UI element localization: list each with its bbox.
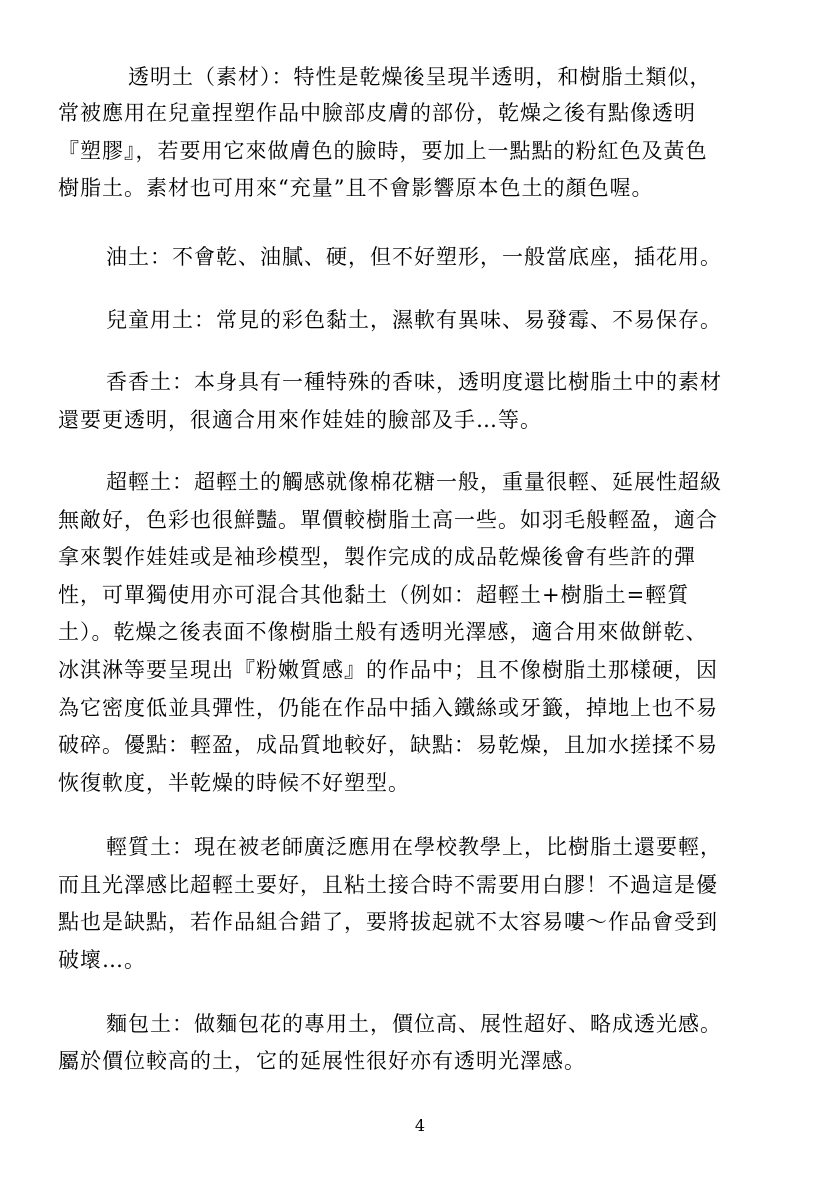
text-line: 香香土：本身具有一種特殊的香味，透明度還比樹脂土中的素材 [106, 370, 722, 394]
text-line: 油土：不會乾、油膩、硬，但不好塑形，一般當底座，插花用。 [106, 245, 722, 269]
text-line: 性，可單獨使用亦可混合其他黏土（例如：超輕土+樹脂土=輕質 [58, 583, 690, 607]
text-line: 破壞…。 [58, 948, 146, 972]
text-line: 兒童用土：常見的彩色黏土，濕軟有異味、易發霉、不易保存。 [106, 308, 722, 332]
text-line: 超輕土：超輕土的觸感就像棉花糖一般，重量很輕、延展性超級 [106, 470, 722, 494]
text-line: 透明土（素材）：特性是乾燥後呈現半透明，和樹脂土類似， [128, 65, 712, 89]
text-line: 點也是缺點，若作品組合錯了，要將拔起就不太容易嘍～作品會受到 [58, 910, 718, 934]
text-line: 屬於價位較高的土，它的延展性很好亦有透明光澤感。 [58, 1049, 586, 1073]
text-line: 還要更透明，很適合用來作娃娃的臉部及手…等。 [58, 408, 542, 432]
text-line: 恢復軟度，半乾燥的時候不好塑型。 [58, 771, 410, 795]
text-line: 拿來製作娃娃或是袖珍模型，製作完成的成品乾燥後會有些許的彈 [58, 545, 696, 569]
text-line: 麵包土：做麵包花的專用土，價位高、展性超好、略成透光感。 [106, 1012, 722, 1036]
text-line: 無敵好，色彩也很鮮豔。單價較樹脂土高一些。如羽毛般輕盈，適合 [58, 508, 718, 532]
text-line: 冰淇淋等要呈現出『粉嫩質感』的作品中；且不像樹脂土那樣硬，因 [58, 658, 718, 682]
text-line: 常被應用在兒童捏塑作品中臉部皮膚的部份，乾燥之後有點像透明 [58, 101, 696, 125]
text-line: 破碎。優點：輕盈，成品質地較好，缺點：易乾燥，且加水搓揉不易 [58, 733, 718, 757]
text-line: 而且光澤感比超輕土要好，且粘土接合時不需要用白膠！不過這是優 [58, 873, 718, 897]
text-line: 樹脂土。素材也可用來“充量”且不會影響原本色土的顏色喔。 [58, 176, 654, 200]
page-number: 4 [414, 1116, 426, 1135]
text-line: 為它密度低並具彈性，仍能在作品中插入鐵絲或牙籤，掉地上也不易 [58, 696, 718, 720]
text-line: 土）。乾燥之後表面不像樹脂土般有透明光澤感，適合用來做餅乾、 [58, 620, 708, 644]
text-line: 『塑膠』，若要用它來做膚色的臉時，要加上一點點的粉紅色及黃色 [58, 139, 708, 163]
text-line: 輕質土：現在被老師廣泛應用在學校教學上，比樹脂土還要輕， [106, 835, 722, 859]
